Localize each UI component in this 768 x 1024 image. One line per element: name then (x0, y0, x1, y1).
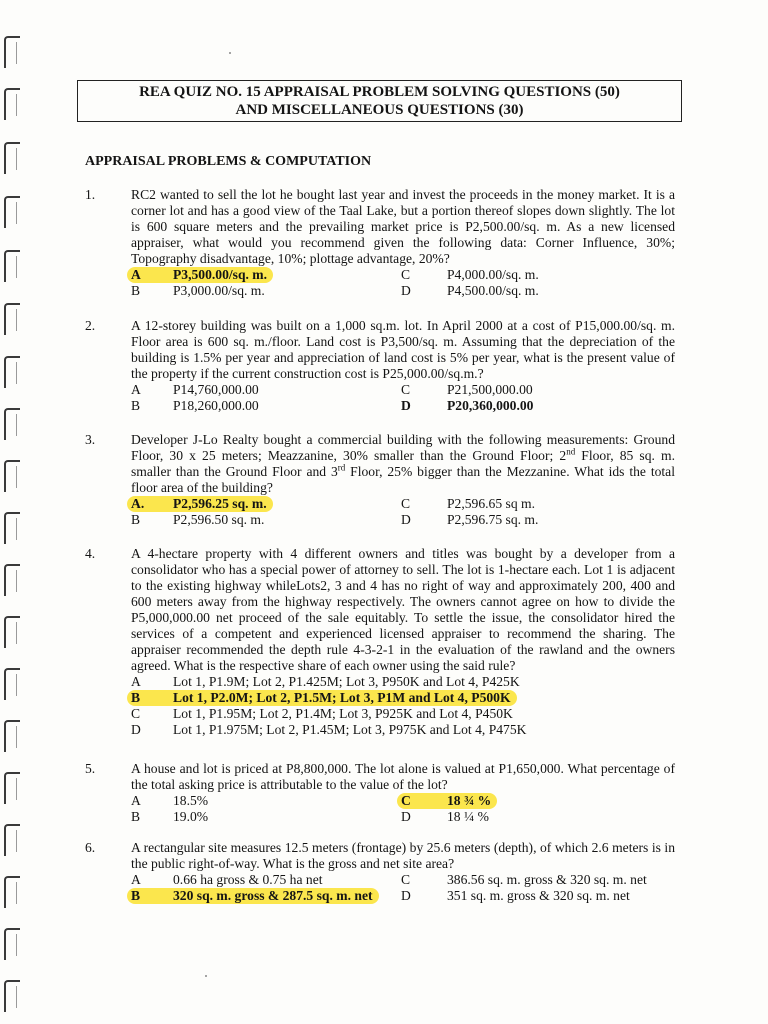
option-text: P20,360,000.00 (447, 398, 534, 413)
quiz-title-line1: REA QUIZ NO. 15 APPRAISAL PROBLEM SOLVING QUESTIONS (50) (139, 84, 620, 100)
option-text: P14,760,000.00 (173, 382, 259, 397)
question-number: 4. (85, 546, 96, 561)
option-letter: C (401, 382, 411, 397)
option-letter: A (131, 382, 141, 397)
option-text: P21,500,000.00 (447, 382, 533, 397)
option-b[interactable] (131, 398, 259, 414)
option-c[interactable] (401, 872, 647, 888)
option-text: 18 ¾ % (447, 793, 492, 808)
binder-mark (4, 720, 20, 752)
options (131, 674, 675, 738)
question-stem: A 4-hectare property with 4 different owners and titles was bought by a developer from a consolidator who has a special power of attorney to sell. The lot is 1-hectare each. Lot 1 is adjacent to the existing highway whileLots2, 3 and 4 has no right of way and approximately 200, 400 and 600 meters away from the highway respectively. The owners cannot agree on how to divide the P5,000,000.00 net proceed of the sale equitably. To settle the issue, the consolidator hired the services of a competent and experienced licensed appraiser to recommend the sharing. The appraiser recommended the depth rule 4-3-2-1 in the evaluation of the rawland and the owners agreed. What is the respective share of each owner using the said rule? (131, 546, 675, 673)
option-d[interactable] (401, 512, 538, 528)
options (131, 793, 675, 825)
option-b-answer[interactable] (127, 888, 379, 904)
option-letter: C (131, 706, 141, 721)
binder-mark (4, 668, 20, 700)
binder-mark (4, 196, 20, 228)
question-number: 2. (85, 318, 96, 333)
options (131, 267, 675, 299)
option-a[interactable] (131, 872, 323, 888)
option-letter: B (131, 888, 141, 903)
stem-text: Floor, 85 sq. m. smaller than the Ground Floor and 3 (131, 448, 675, 479)
question-4 (85, 546, 675, 738)
option-letter: C (401, 793, 411, 808)
binder-mark (4, 142, 20, 174)
option-letter: B (131, 398, 141, 413)
option-text: 19.0% (173, 809, 209, 824)
option-b-answer[interactable] (127, 690, 517, 706)
question-stem: A 12-storey building was built on a 1,000 sq.m. lot. In April 2000 at a cost of P15,000.00/sq. m. Floor area is 600 sq. m./floor. Land cost is P3,500/sq. m. Assuming that the depreciation of the building is 1.5% per year and appreciation of land cost is 5% per year, what is the present value of the property if the current construction cost is P25,000.00/sq.m.? (131, 318, 675, 381)
option-b[interactable] (131, 809, 208, 825)
option-a-answer[interactable] (127, 267, 273, 283)
option-text: P2,596.75 sq. m. (447, 512, 539, 527)
option-letter: D (401, 888, 411, 903)
option-text: 386.56 sq. m. gross & 320 sq. m. net (447, 872, 647, 887)
option-d-answer[interactable] (401, 398, 533, 414)
options (131, 872, 675, 904)
binder-mark (4, 408, 20, 440)
quiz-title-box (77, 80, 682, 122)
option-text: 18 ¼ % (447, 809, 489, 824)
option-d[interactable] (401, 888, 630, 904)
question-stem: RC2 wanted to sell the lot he bought last year and invest the proceeds in the money market. It is a corner lot and has a good view of the Taal Lake, but a portion thereof slopes down slightly. The lot is 600 square meters and the prevailing market price is P2,500.00/sq. m. As a new licensed appraiser, what would you recommend given the following data: Corner Influence, 30%; Topography disadvantage, 10%; plottage advantage, 20%? (131, 187, 675, 266)
binder-mark (4, 88, 20, 120)
option-text: P18,260,000.00 (173, 398, 259, 413)
option-letter: B (131, 283, 141, 298)
question-6 (85, 840, 675, 904)
option-c[interactable] (401, 382, 533, 398)
binder-mark (4, 824, 20, 856)
option-a-answer[interactable] (127, 496, 273, 512)
option-text: P3,500.00/sq. m. (173, 267, 268, 282)
option-text: 0.66 ha gross & 0.75 ha net (173, 872, 323, 887)
option-text: P4,500.00/sq. m. (447, 283, 539, 298)
question-stem: A house and lot is priced at P8,800,000. The lot alone is valued at P1,650,000. What percentage of the total asking price is attributable to the value of the lot? (131, 761, 675, 792)
option-letter: A (131, 872, 141, 887)
binder-mark (4, 980, 20, 1012)
binder-mark (4, 772, 20, 804)
scan-speck (205, 975, 207, 977)
option-letter: C (401, 496, 411, 511)
section-title: APPRAISAL PROBLEMS & COMPUTATION (85, 154, 372, 169)
option-c[interactable] (401, 267, 539, 283)
question-number: 5. (85, 761, 96, 776)
question-2 (85, 318, 675, 414)
binder-mark (4, 356, 20, 388)
question-5 (85, 761, 675, 825)
binder-mark (4, 876, 20, 908)
option-letter: A. (131, 496, 145, 511)
ordinal-suffix: nd (566, 446, 576, 457)
option-text: P2,596.50 sq. m. (173, 512, 265, 527)
option-letter: D (401, 512, 411, 527)
option-text: P2,596.25 sq. m. (173, 496, 267, 511)
option-text: Lot 1, P1.9M; Lot 2, P1.425M; Lot 3, P950K and Lot 4, P425K (173, 674, 520, 689)
binder-mark (4, 36, 20, 68)
option-text: P3,000.00/sq. m. (173, 283, 265, 298)
option-letter: D (401, 398, 411, 413)
option-b[interactable] (131, 283, 265, 299)
option-letter: D (401, 283, 411, 298)
option-text: Lot 1, P1.95M; Lot 2, P1.4M; Lot 3, P925K and Lot 4, P450K (173, 706, 513, 721)
option-letter: A (131, 674, 141, 689)
question-number: 3. (85, 432, 96, 447)
option-b[interactable] (131, 512, 264, 528)
option-d[interactable] (401, 283, 539, 299)
option-d[interactable] (401, 809, 489, 825)
question-number: 1. (85, 187, 96, 202)
option-c-answer[interactable] (397, 793, 497, 809)
option-a[interactable] (131, 382, 259, 398)
binder-mark (4, 616, 20, 648)
question-3 (85, 432, 675, 528)
binder-mark (4, 512, 20, 544)
quiz-title-line2: AND MISCELLANEOUS QUESTIONS (30) (235, 102, 524, 118)
option-d[interactable] (131, 722, 526, 738)
binder-mark (4, 303, 20, 335)
option-letter: D (131, 722, 141, 737)
option-text: Lot 1, P2.0M; Lot 2, P1.5M; Lot 3, P1M and Lot 4, P500K (173, 690, 511, 705)
option-c[interactable] (131, 706, 513, 722)
option-letter: A (131, 793, 141, 808)
option-c[interactable] (401, 496, 535, 512)
binder-mark (4, 250, 20, 282)
option-text: 320 sq. m. gross & 287.5 sq. m. net (173, 888, 373, 903)
scan-speck (229, 52, 231, 54)
stem-text: Floor, 25% bigger than the Mezzanine. What ids the total floor area of the building? (131, 464, 675, 495)
option-text: 351 sq. m. gross & 320 sq. m. net (447, 888, 630, 903)
option-a[interactable] (131, 674, 520, 690)
question-1 (85, 187, 675, 299)
option-letter: C (401, 267, 411, 282)
binder-mark (4, 460, 20, 492)
option-letter: B (131, 690, 141, 705)
question-stem (131, 432, 675, 496)
option-letter: D (401, 809, 411, 824)
binder-mark (4, 564, 20, 596)
option-text: P4,000.00/sq. m. (447, 267, 539, 282)
ordinal-suffix: rd (337, 462, 346, 473)
question-stem: A rectangular site measures 12.5 meters (frontage) by 25.6 meters (depth), of which 2.6 meters is in the public right-of-way. What is the gross and net site area? (131, 840, 675, 871)
stem-text: Developer J-Lo Realty bought a commercial building with the following measurements: Ground Floor, 30 x 25 meters; Meazzanine, 30% smaller than the Ground Floor; 2 (131, 432, 675, 463)
option-letter: B (131, 512, 141, 527)
option-text: Lot 1, P1.975M; Lot 2, P1.45M; Lot 3, P975K and Lot 4, P475K (173, 722, 527, 737)
option-letter: A (131, 267, 141, 282)
options (131, 382, 675, 414)
option-letter: B (131, 809, 141, 824)
option-text: 18.5% (173, 793, 209, 808)
binder-mark (4, 928, 20, 960)
option-a[interactable] (131, 793, 208, 809)
option-text: P2,596.65 sq m. (447, 496, 535, 511)
question-number: 6. (85, 840, 96, 855)
option-letter: C (401, 872, 411, 887)
options (131, 496, 675, 528)
